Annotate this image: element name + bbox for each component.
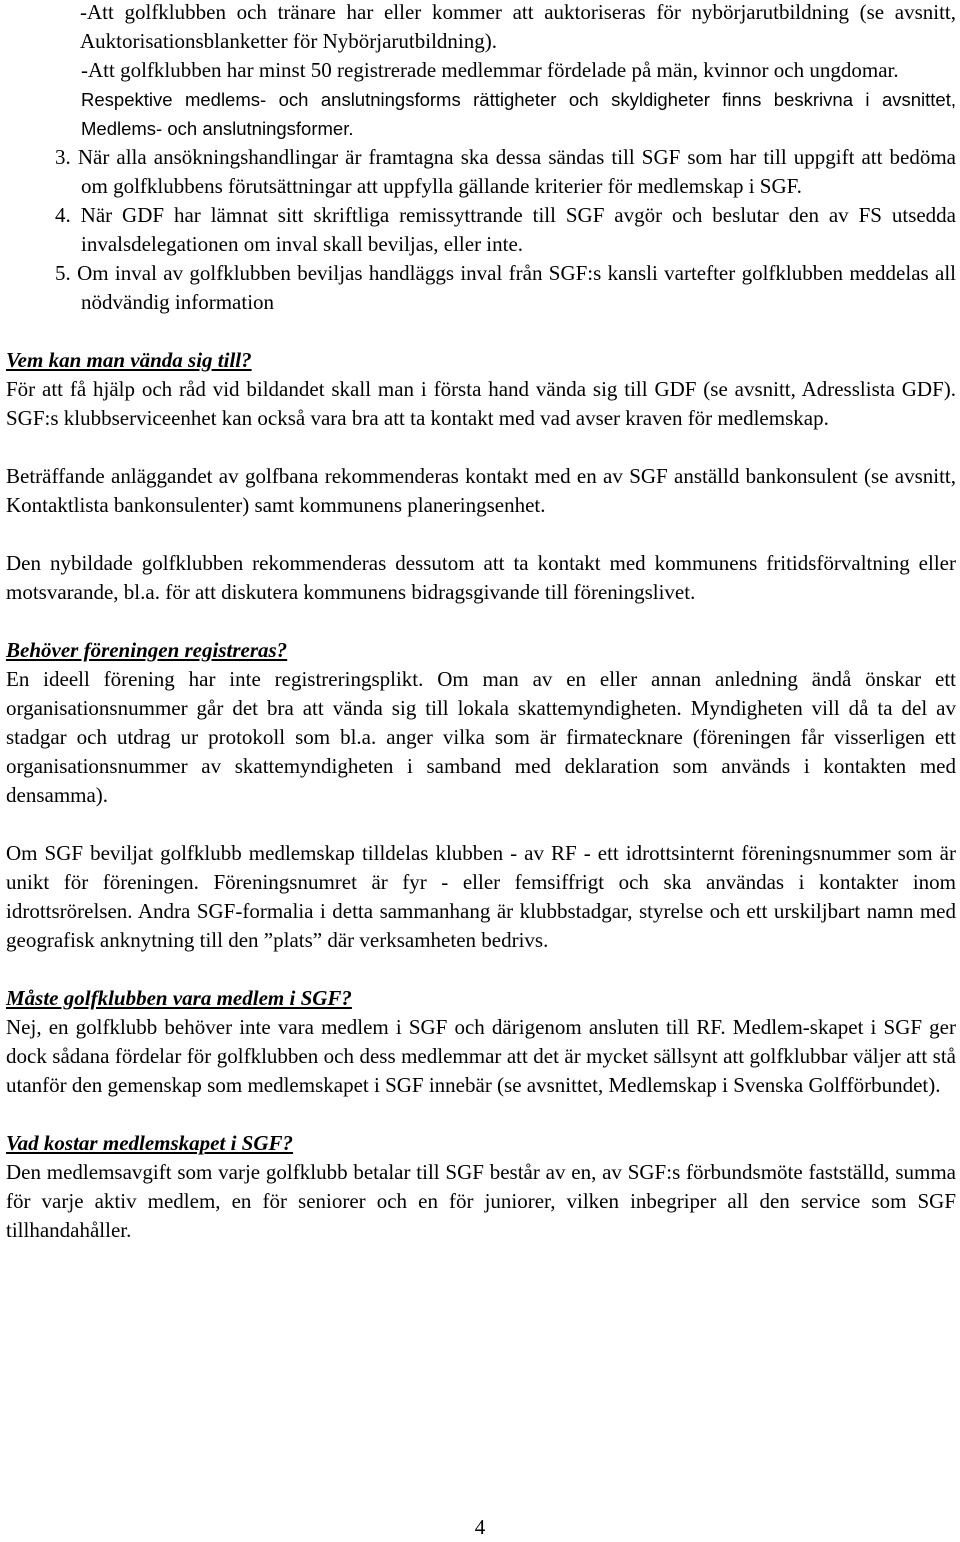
- step-text: Om inval av golfklubben beviljas handläggs inval från SGF:s kansli vartefter golfklubben meddelas all nödvändig information: [77, 261, 957, 314]
- page-number: 4: [474, 1515, 486, 1539]
- list-item: [6, 201, 956, 259]
- criteria-auktorisation: -Att golfklubben och tränare har eller kommer att auktoriseras för nybörjarutbildning (se avsnitt, Auktorisationsblanketter för Nybörjarutbildning).: [80, 0, 956, 53]
- step-number: 3.: [55, 145, 71, 169]
- list-item: [6, 259, 956, 317]
- criteria-medlemmar: -Att golfklubben har minst 50 registrerade medlemmar fördelade på män, kvinnor och ungdomar.: [81, 58, 899, 82]
- step-text: När alla ansökningshandlingar är framtagna ska dessa sändas till SGF som har till uppgift att bedöma om golfklubbens förutsättningar att uppfylla gällande kriterier för medlemskap i SGF.: [77, 145, 957, 198]
- heading-kostar: Vad kostar medlemskapet i SGF?: [6, 1131, 294, 1155]
- criteria-rattigheter: Respektive medlems- och anslutningsforms rättigheter och skyldigheter finns beskrivna i avsnittet, Medlems- och anslutningsformer.: [81, 89, 956, 139]
- paragraph-registreras-2: Om SGF beviljat golfklubb medlemskap tilldelas klubben - av RF - ett idrottsinternt föreningsnummer som är unikt för föreningen. Föreningsnumret är fyr - eller femsiffrigt och ska användas i kontakter inom idrottsrörelsen. Andra SGF-formalia i detta sammanhang är klubbstadgar, styrelse och ett urskiljbart namn med geografisk anknytning till den ”plats” där verksamheten bedrivs.: [6, 841, 956, 952]
- step-text: När GDF har lämnat sitt skriftliga remissyttrande till SGF avgör och beslutar den av FS utsedda invalsdelegationen om inval skall beviljas, eller inte.: [80, 203, 957, 256]
- paragraph-vem-3: Den nybildade golfklubben rekommenderas dessutom att ta kontakt med kommunens fritidsförvaltning eller motsvarande, bl.a. för att diskutera kommunens bidragsgivande till föreningslivet.: [6, 551, 956, 604]
- heading-vem: Vem kan man vända sig till?: [6, 348, 252, 372]
- step-number: 5.: [55, 261, 71, 285]
- step-list: [6, 143, 956, 317]
- heading-medlem: Måste golfklubben vara medlem i SGF?: [6, 986, 352, 1010]
- paragraph-registreras-1: En ideell förening har inte registreringsplikt. Om man av en eller annan anledning ändå önskar ett organisationsnummer går det bra att vända sig till lokala skattemyndigheten. Myndigheten vill då ta del av stadgar och utdrag ur protokoll som bl.a. anger vilka som är firmatecknare (föreningen får visserligen ett organisationsnummer av skattemyndigheten i samband med deklaration som används i kontakten med densamma).: [6, 667, 956, 807]
- paragraph-vem-1: För att få hjälp och råd vid bildandet skall man i första hand vända sig till GDF (se avsnitt, Adresslista GDF). SGF:s klubbserviceenhet kan också vara bra att ta kontakt med vad avser kraven för medlemskap.: [6, 377, 956, 430]
- paragraph-medlem-1: Nej, en golfklubb behöver inte vara medlem i SGF och därigenom ansluten till RF. Medlem-skapet i SGF ger dock sådana fördelar för golfklubben och dess medlemmar att det är mycket sällsynt att golfklubbar väljer att stå utanför den gemenskap som medlemskapet i SGF innebär (se avsnittet, Medlemskap i Svenska Golfförbundet).: [6, 1015, 956, 1097]
- list-item: [6, 143, 956, 201]
- paragraph-vem-2: Beträffande anläggandet av golfbana rekommenderas kontakt med en av SGF anställd bankonsulent (se avsnitt, Kontaktlista bankonsulenter) samt kommunens planeringsenhet.: [6, 464, 956, 517]
- heading-registreras: Behöver föreningen registreras?: [6, 638, 288, 662]
- step-number: 4.: [55, 203, 71, 227]
- paragraph-kostar-1: Den medlemsavgift som varje golfklubb betalar till SGF består av en, av SGF:s förbundsmöte fastställd, summa för varje aktiv medlem, en för seniorer och en för juniorer, vilken inbegriper all den service som SGF tillhandahåller.: [6, 1160, 956, 1242]
- page-content: [6, 0, 956, 1245]
